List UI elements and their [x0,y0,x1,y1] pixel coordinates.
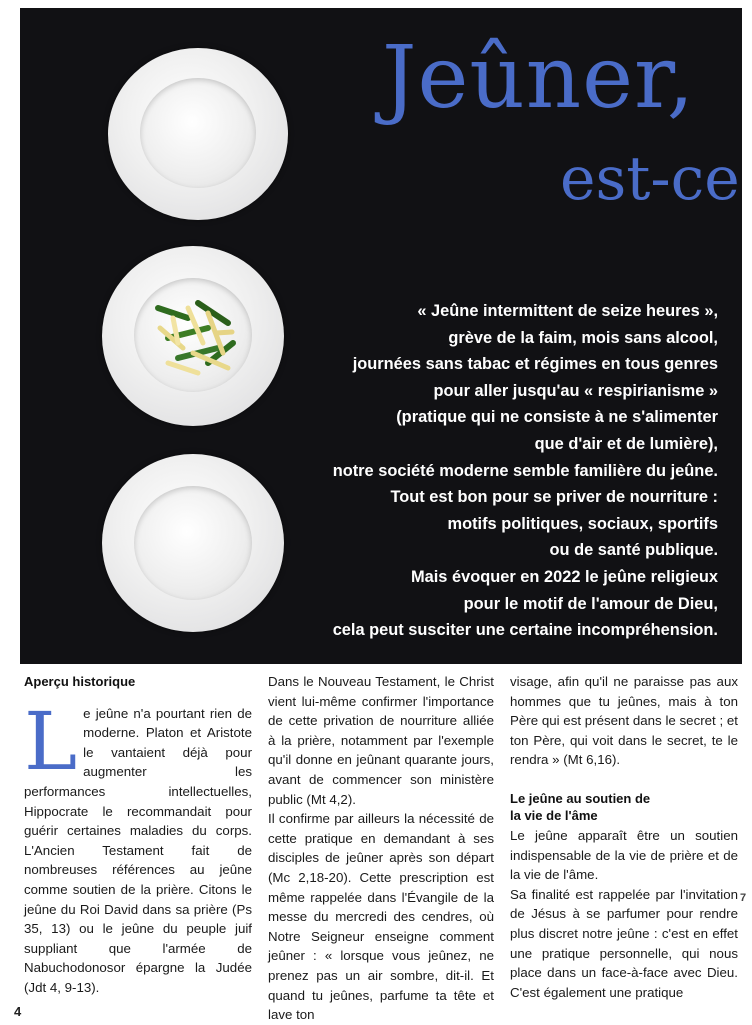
heading-line: Le jeûne au soutien de [510,790,651,806]
paragraph-visage: visage, afin qu'il ne paraisse pas aux hommes que tu jeûnes, mais à ton Père qui est présent dans le secret ; et ton Père, qui voit dans le secret, te le rendra » (Mt 6,16). [510,674,738,768]
intro-line: journées sans tabac et régimes en tous genres [352,355,718,374]
paragraph-finalite: Sa finalité est rappelée par l'invitation de Jésus à se parfumer pour rendre plus discret notre jeûne : c'est en effet une pratique personnelle, qui nous place dans un face-à-face avec Dieu. C'est également une pratique [510,886,738,1000]
margin-mark: 7 [740,892,747,904]
paragraph-nouveau-testament: Dans le Nouveau Testament, le Christ vient lui-même confirmer l'importance de cette privation de nourriture alliée à la prière, notamment par l'exemple qu'il donne en jeûnant quarante jours, avant de commencer son ministère public (Mt 4,2). [268,674,494,807]
hero-photo [20,8,742,664]
plate-well [140,78,256,188]
paragraph-soutien: Le jeûne apparaît être un soutien indispensable de la vie de prière et de la vie de l'âme. [510,827,738,883]
plate-well [134,278,252,392]
intro-line: grève de la faim, mois sans alcool, [448,328,718,347]
intro-line: que d'air et de lumière), [534,434,718,453]
intro-text [268,298,718,644]
drop-cap: L [24,694,78,788]
intro-line: motifs politiques, sociaux, sportifs [447,514,718,533]
plate-well [134,486,252,600]
intro-line: pour le motif de l'amour de Dieu, [463,594,718,613]
paragraph-prescription: Il confirme par ailleurs la nécessité de cette pratique en demandant à ses disciples de jeûner après son départ (Mc 2,18-20). Cette prescription est même rappelée dans l'Évangile de la messe du mercredi des cendres, où Notre Seigneur enseigne comment jeûner : « lorsque vous jeûnez, ne prenez pas un air sombre, dit-il. Et quand tu jeûnes, parfume ta tête et lave ton [268,811,494,1023]
empty-plate-top [108,48,288,220]
intro-line: ou de santé publique. [549,541,718,560]
intro-line: « Jeûne intermittent de seize heures », [417,302,718,320]
article-title: Jeûner, [382,28,696,128]
column-3 [510,672,738,1002]
intro-line: cela peut susciter une certaine incompréhension. [332,621,718,640]
page-number: 4 [14,1004,22,1019]
paragraph-text: e jeûne n'a pourtant rien de moderne. Platon et Aristote le vantaient déjà pour augmenter les performances intellectuelles, Hippocrate le recommandait pour guérir certaines maladies du corps. L'Ancien Testament fait de nombreuses références au jeûne comme soutien de la prière. Citons le jeûne du Roi David dans sa prière (Ps 35, 13) ou le jeûne du peuple juif suppliant que l'armée de Nabuchodonosor épargne la Judée (Jdt 4, 9-13). [24,705,252,995]
section-heading-soutien [510,790,738,824]
intro-line: Tout est bon pour se priver de nourriture : [390,488,718,507]
intro-line: Mais évoquer en 2022 le jeûne religieux [410,567,718,586]
heading-line: la vie de l'âme [510,807,598,823]
plate-with-pasta [102,246,284,426]
column-2 [268,672,494,1025]
intro-line: pour aller jusqu'au « respirianisme » [433,381,718,400]
article-title-line2: est-ce [560,144,740,214]
intro-line: (pratique qui ne consiste à ne s'alimenter [396,408,718,427]
intro-line: notre société moderne semble familière du jeûne. [332,461,718,480]
section-heading-historique: Aperçu historique [24,674,136,689]
pasta-food-image [148,288,240,380]
empty-plate-bottom [102,454,284,632]
paragraph-historique [24,694,252,998]
column-1 [24,672,252,998]
